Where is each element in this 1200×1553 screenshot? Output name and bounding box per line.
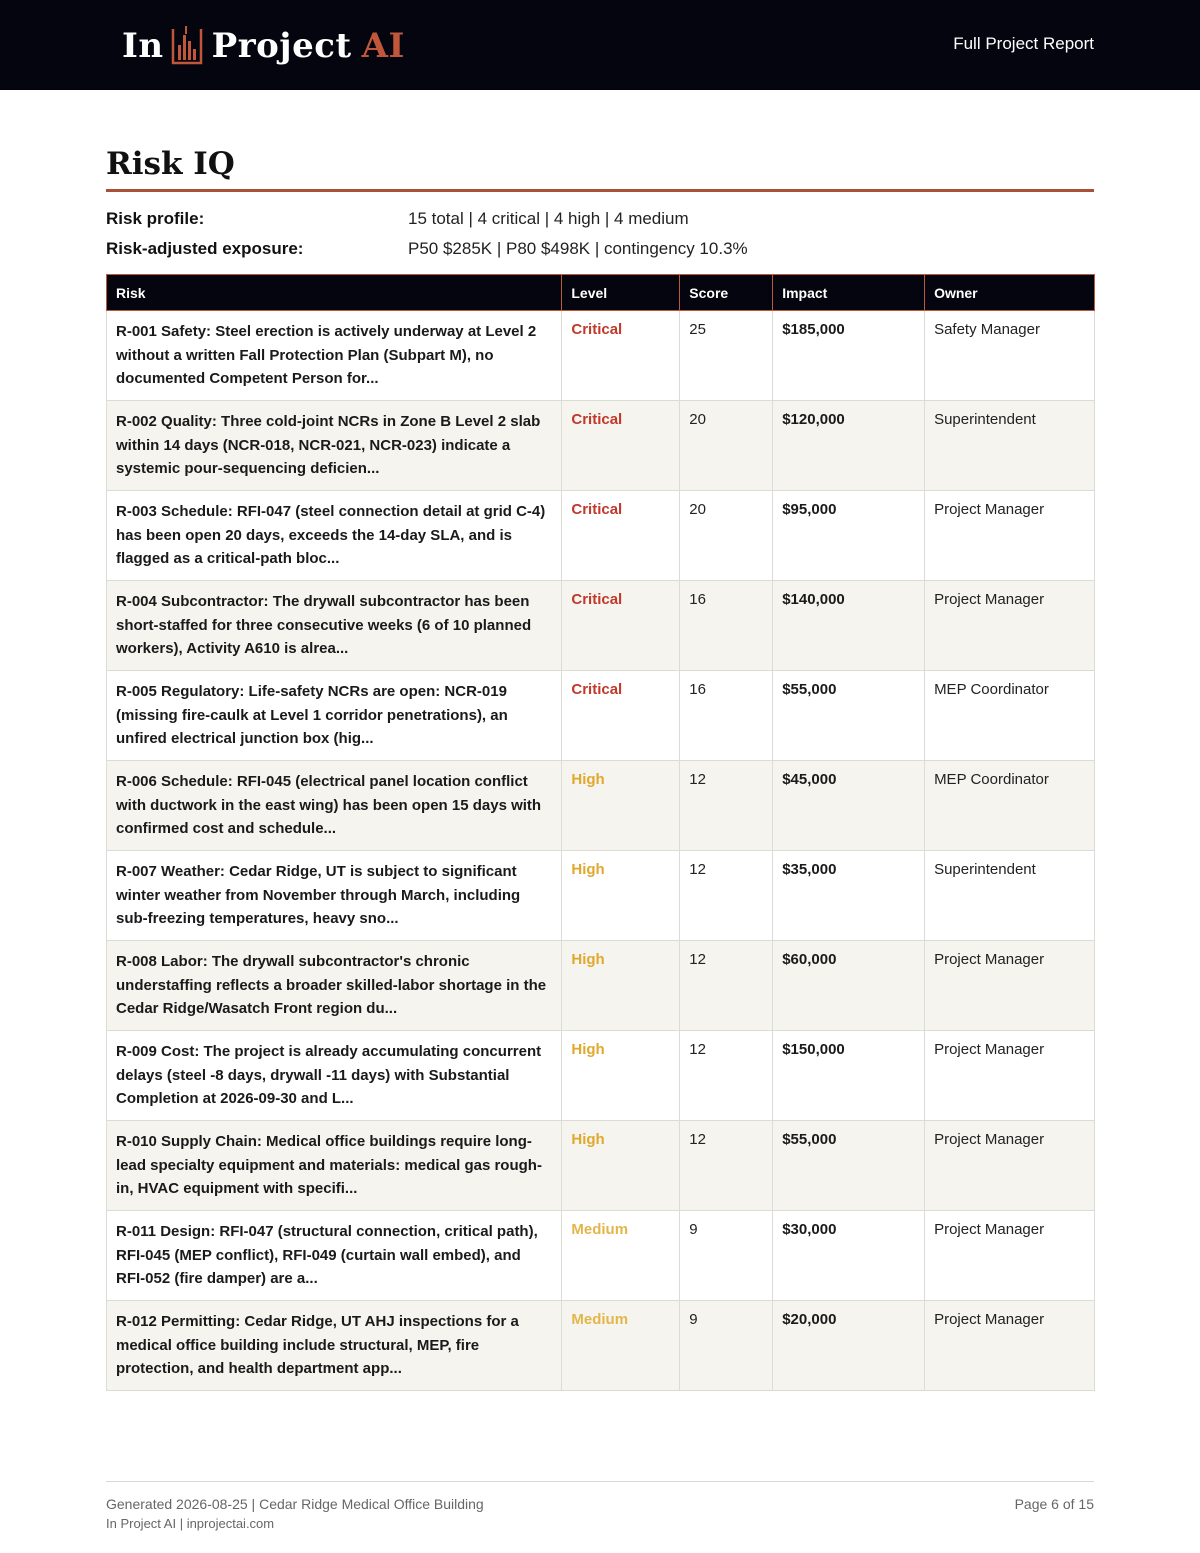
- risk-level-cell: Medium: [562, 1211, 680, 1301]
- table-row: [107, 671, 1095, 761]
- footer-brand: In Project AI | inprojectai.com: [106, 1516, 275, 1531]
- risk-impact-cell: $55,000: [773, 671, 925, 761]
- risk-owner-cell: Project Manager: [925, 1211, 1095, 1301]
- report-type-label: Full Project Report: [953, 34, 1094, 53]
- table-row: [107, 851, 1095, 941]
- risk-description-cell: R-004 Subcontractor: The drywall subcontractor has been short-staffed for three consecutive weeks (6 of 10 planned workers), Activity A610 is alrea...: [107, 581, 562, 671]
- column-header-owner: Owner: [925, 275, 1095, 311]
- risk-profile-row: [106, 209, 689, 229]
- risk-level-cell: High: [562, 761, 680, 851]
- risk-owner-cell: Superintendent: [925, 851, 1095, 941]
- risk-level-cell: High: [562, 1031, 680, 1121]
- table-row: [107, 491, 1095, 581]
- risk-description-cell: R-011 Design: RFI-047 (structural connection, critical path), RFI-045 (MEP conflict), RFI-049 (curtain wall embed), and RFI-052 (fire damper) are a...: [107, 1211, 562, 1301]
- risk-level-cell: Critical: [562, 491, 680, 581]
- risk-owner-cell: Project Manager: [925, 941, 1095, 1031]
- risk-level-cell: Critical: [562, 401, 680, 491]
- risk-score-cell: 12: [680, 1121, 773, 1211]
- risk-impact-cell: $45,000: [773, 761, 925, 851]
- risk-exposure-label: Risk-adjusted exposure:: [106, 239, 304, 258]
- risk-score-cell: 12: [680, 761, 773, 851]
- risk-impact-cell: $185,000: [773, 311, 925, 401]
- risk-description-cell: R-012 Permitting: Cedar Ridge, UT AHJ inspections for a medical office building include structural, MEP, fire protection, and health department app...: [107, 1301, 562, 1391]
- column-header-impact: Impact: [773, 275, 925, 311]
- risk-impact-cell: $30,000: [773, 1211, 925, 1301]
- brand-logo: [122, 22, 405, 70]
- logo-ai-text: AI: [361, 26, 405, 66]
- risk-impact-cell: $140,000: [773, 581, 925, 671]
- table-row: [107, 1301, 1095, 1391]
- risk-description-cell: R-002 Quality: Three cold-joint NCRs in Zone B Level 2 slab within 14 days (NCR-018, NCR-021, NCR-023) indicate a systemic pour-sequencing deficien...: [107, 401, 562, 491]
- risk-owner-cell: Project Manager: [925, 1031, 1095, 1121]
- table-row: [107, 761, 1095, 851]
- table-row: [107, 401, 1095, 491]
- risk-score-cell: 20: [680, 491, 773, 581]
- risk-description-cell: R-001 Safety: Steel erection is actively underway at Level 2 without a written Fall Protection Plan (Subpart M), no documented Competent Person for...: [107, 311, 562, 401]
- risk-exposure-row: [106, 239, 748, 259]
- risk-owner-cell: Safety Manager: [925, 311, 1095, 401]
- table-row: [107, 581, 1095, 671]
- risk-level-cell: Critical: [562, 581, 680, 671]
- column-header-level: Level: [562, 275, 680, 311]
- footer-generated: Generated 2026-08-25 | Cedar Ridge Medical Office Building: [106, 1496, 484, 1512]
- risk-impact-cell: $35,000: [773, 851, 925, 941]
- risk-level-cell: Medium: [562, 1301, 680, 1391]
- column-header-score: Score: [680, 275, 773, 311]
- risk-owner-cell: Project Manager: [925, 1301, 1095, 1391]
- page-title: Risk IQ: [106, 146, 235, 182]
- risk-level-cell: High: [562, 941, 680, 1031]
- risk-profile-value: 15 total | 4 critical | 4 high | 4 medium: [408, 209, 689, 228]
- bar-chart-bracket-icon: [170, 25, 204, 67]
- risk-owner-cell: MEP Coordinator: [925, 671, 1095, 761]
- risk-description-cell: R-010 Supply Chain: Medical office buildings require long-lead specialty equipment and materials: medical gas rough-in, HVAC equipment with specifi...: [107, 1121, 562, 1211]
- risk-description-cell: R-008 Labor: The drywall subcontractor's chronic understaffing reflects a broader skilled-labor shortage in the Cedar Ridge/Wasatch Front region du...: [107, 941, 562, 1031]
- risk-profile-label: Risk profile:: [106, 209, 205, 228]
- risk-description-cell: R-009 Cost: The project is already accumulating concurrent delays (steel -8 days, drywall -11 days) with Substantial Completion at 2026-09-30 and L...: [107, 1031, 562, 1121]
- risk-impact-cell: $55,000: [773, 1121, 925, 1211]
- risk-owner-cell: Project Manager: [925, 581, 1095, 671]
- title-divider: [106, 189, 1094, 192]
- table-row: [107, 311, 1095, 401]
- risk-score-cell: 12: [680, 941, 773, 1031]
- risk-table: [106, 274, 1095, 1391]
- risk-score-cell: 12: [680, 851, 773, 941]
- risk-level-cell: High: [562, 851, 680, 941]
- risk-description-cell: R-006 Schedule: RFI-045 (electrical panel location conflict with ductwork in the east wing) has been open 15 days with confirmed cost and schedule...: [107, 761, 562, 851]
- risk-owner-cell: Project Manager: [925, 1121, 1095, 1211]
- risk-description-cell: R-003 Schedule: RFI-047 (steel connection detail at grid C-4) has been open 20 days, exceeds the 14-day SLA, and is flagged as a critical-path bloc...: [107, 491, 562, 581]
- table-header-row: [107, 275, 1095, 311]
- risk-impact-cell: $20,000: [773, 1301, 925, 1391]
- table-row: [107, 1121, 1095, 1211]
- risk-score-cell: 16: [680, 581, 773, 671]
- risk-level-cell: Critical: [562, 671, 680, 761]
- risk-impact-cell: $120,000: [773, 401, 925, 491]
- table-row: [107, 1031, 1095, 1121]
- risk-score-cell: 9: [680, 1211, 773, 1301]
- logo-project-text: Project: [211, 26, 352, 66]
- risk-owner-cell: MEP Coordinator: [925, 761, 1095, 851]
- risk-owner-cell: Project Manager: [925, 491, 1095, 581]
- risk-description-cell: R-005 Regulatory: Life-safety NCRs are open: NCR-019 (missing fire-caulk at Level 1 corridor penetrations), an unfired electrical junction box (hig...: [107, 671, 562, 761]
- risk-exposure-value: P50 $285K | P80 $498K | contingency 10.3%: [408, 239, 748, 258]
- table-row: [107, 941, 1095, 1031]
- risk-impact-cell: $60,000: [773, 941, 925, 1031]
- risk-score-cell: 16: [680, 671, 773, 761]
- risk-impact-cell: $95,000: [773, 491, 925, 581]
- risk-level-cell: Critical: [562, 311, 680, 401]
- report-header: [0, 0, 1200, 90]
- risk-score-cell: 12: [680, 1031, 773, 1121]
- risk-score-cell: 25: [680, 311, 773, 401]
- risk-impact-cell: $150,000: [773, 1031, 925, 1121]
- logo-in-text: In: [122, 26, 164, 66]
- table-row: [107, 1211, 1095, 1301]
- risk-owner-cell: Superintendent: [925, 401, 1095, 491]
- risk-level-cell: High: [562, 1121, 680, 1211]
- page-number: Page 6 of 15: [1014, 1496, 1094, 1512]
- risk-description-cell: R-007 Weather: Cedar Ridge, UT is subject to significant winter weather from November through March, including sub-freezing temperatures, heavy sno...: [107, 851, 562, 941]
- risk-table-body: [107, 311, 1095, 1391]
- column-header-risk: Risk: [107, 275, 562, 311]
- footer-divider: [106, 1481, 1094, 1482]
- risk-score-cell: 20: [680, 401, 773, 491]
- risk-score-cell: 9: [680, 1301, 773, 1391]
